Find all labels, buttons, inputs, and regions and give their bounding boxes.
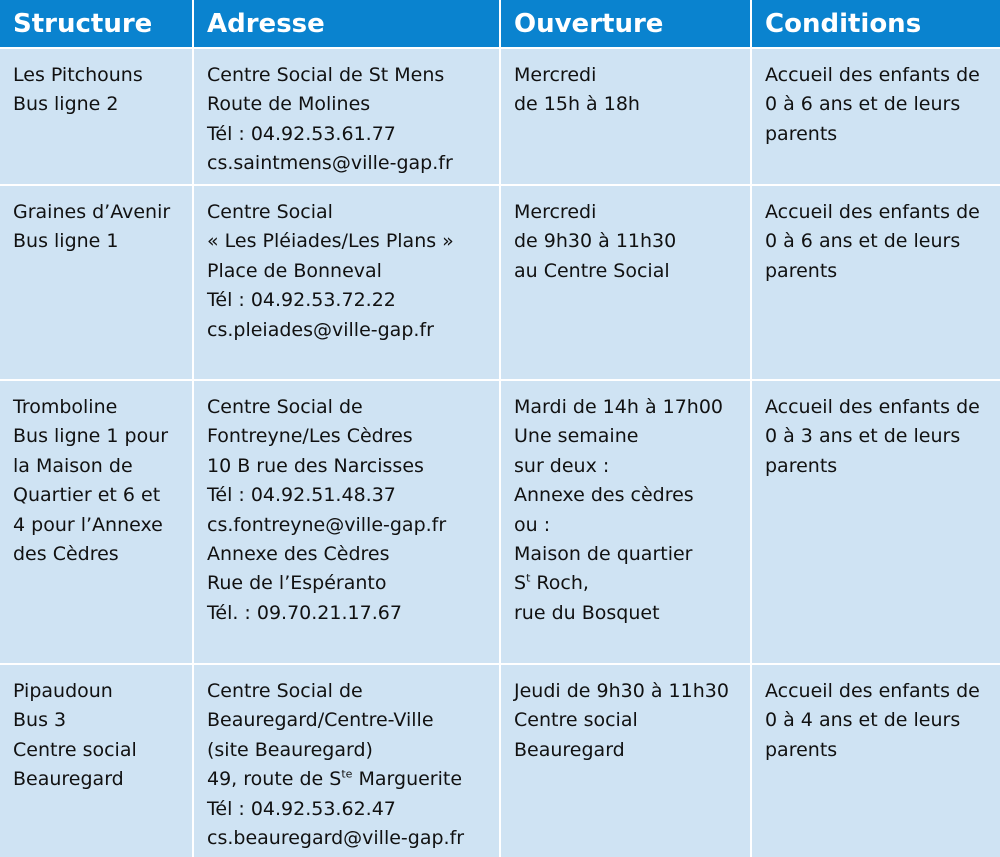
header-structure: Structure bbox=[0, 0, 193, 48]
saint-roch-line bbox=[514, 569, 744, 598]
text-line: parents bbox=[765, 122, 838, 145]
sainte-marguerite-line bbox=[207, 765, 493, 794]
text-line: Centre social bbox=[514, 709, 638, 732]
text-line: Mercredi bbox=[514, 64, 597, 86]
text-line: rue du Bosquet bbox=[514, 601, 660, 624]
sainte-prefix: 49, route de S bbox=[207, 768, 342, 791]
adresse-cell bbox=[193, 664, 500, 857]
text-line: Centre Social de St Mens bbox=[207, 64, 445, 86]
text-line: Bus ligne 1 pour bbox=[13, 425, 169, 448]
text-line: Place de Bonneval bbox=[207, 259, 382, 282]
text-line: Bus ligne 1 bbox=[13, 230, 119, 253]
text-line: (site Beauregard) bbox=[207, 738, 373, 761]
text-line: Quartier et 6 et bbox=[13, 484, 161, 507]
header-adresse: Adresse bbox=[193, 0, 500, 48]
text-line: 0 à 4 ans et de leurs bbox=[765, 709, 961, 732]
text-line: Accueil des enfants de bbox=[765, 396, 980, 418]
text-line: 0 à 6 ans et de leurs bbox=[765, 93, 961, 116]
conditions-cell bbox=[751, 185, 1000, 380]
text-line: parents bbox=[765, 259, 838, 282]
text-line: Annexe des cèdres bbox=[514, 484, 694, 507]
text-line: Tél : 04.92.53.61.77 bbox=[207, 122, 396, 145]
adresse-cell bbox=[193, 185, 500, 380]
ouverture-cell bbox=[500, 48, 751, 185]
table-row bbox=[0, 664, 1000, 857]
text-line: Centre Social de bbox=[207, 396, 363, 418]
text-line: « Les Pléiades/Les Plans » bbox=[207, 230, 454, 253]
text-line: Beauregard bbox=[13, 768, 124, 791]
saint-prefix: S bbox=[514, 572, 527, 595]
structure-cell bbox=[0, 48, 193, 185]
sainte-rest: Marguerite bbox=[352, 768, 463, 791]
text-line: Les Pitchouns bbox=[13, 64, 143, 86]
text-line: la Maison de bbox=[13, 454, 133, 477]
email-link[interactable]: cs.fontreyne@ville-gap.fr bbox=[207, 513, 447, 536]
text-line: de 9h30 à 11h30 bbox=[514, 230, 677, 253]
text-line: Mercredi bbox=[514, 201, 597, 223]
text-line: Mardi de 14h à 17h00 bbox=[514, 396, 724, 418]
table-row bbox=[0, 380, 1000, 664]
text-line: Graines d’Avenir bbox=[13, 201, 171, 223]
text-line: Route de Molines bbox=[207, 93, 371, 116]
text-line: de 15h à 18h bbox=[514, 93, 640, 116]
text-line: Centre Social de bbox=[207, 680, 363, 702]
text-line: Rue de l’Espéranto bbox=[207, 572, 387, 595]
text-line: Annexe des Cèdres bbox=[207, 543, 390, 566]
text-line: 0 à 3 ans et de leurs bbox=[765, 425, 961, 448]
text-line: Accueil des enfants de bbox=[765, 64, 980, 86]
text-line: 0 à 6 ans et de leurs bbox=[765, 230, 961, 253]
header-ouverture: Ouverture bbox=[500, 0, 751, 48]
text-line: Centre Social bbox=[207, 201, 333, 223]
text-line: Maison de quartier bbox=[514, 543, 693, 566]
text-line: parents bbox=[765, 454, 838, 477]
conditions-cell bbox=[751, 48, 1000, 185]
conditions-cell bbox=[751, 664, 1000, 857]
ouverture-cell bbox=[500, 185, 751, 380]
text-line: Fontreyne/Les Cèdres bbox=[207, 425, 413, 448]
text-line: Bus ligne 2 bbox=[13, 93, 119, 116]
text-line: Tromboline bbox=[13, 396, 118, 418]
text-line: 4 pour l’Annexe bbox=[13, 513, 163, 536]
text-line: Tél. : 09.70.21.17.67 bbox=[207, 601, 402, 624]
text-line: Jeudi de 9h30 à 11h30 bbox=[514, 680, 729, 702]
adresse-cell bbox=[193, 48, 500, 185]
text-line: 10 B rue des Narcisses bbox=[207, 454, 424, 477]
ouverture-cell bbox=[500, 664, 751, 857]
conditions-cell bbox=[751, 380, 1000, 664]
text-line: ou : bbox=[514, 513, 551, 536]
text-line: Pipaudoun bbox=[13, 680, 113, 702]
text-line: au Centre Social bbox=[514, 259, 670, 282]
header-conditions: Conditions bbox=[751, 0, 1000, 48]
email-link[interactable]: cs.beauregard@ville-gap.fr bbox=[207, 827, 465, 850]
text-line: Tél : 04.92.53.62.47 bbox=[207, 797, 396, 820]
structure-cell bbox=[0, 664, 193, 857]
text-line: sur deux : bbox=[514, 454, 610, 477]
email-link[interactable]: cs.pleiades@ville-gap.fr bbox=[207, 318, 434, 341]
text-line: Beauregard/Centre-Ville bbox=[207, 709, 434, 732]
text-line: Tél : 04.92.53.72.22 bbox=[207, 289, 396, 312]
adresse-cell bbox=[193, 380, 500, 664]
sainte-superscript: te bbox=[341, 767, 353, 781]
saint-superscript: t bbox=[526, 572, 531, 586]
email-link[interactable]: cs.saintmens@ville-gap.fr bbox=[207, 152, 453, 175]
ouverture-cell bbox=[500, 380, 751, 664]
text-line: Accueil des enfants de bbox=[765, 201, 980, 223]
table-row bbox=[0, 185, 1000, 380]
text-line: des Cèdres bbox=[13, 543, 119, 566]
structure-cell bbox=[0, 185, 193, 380]
table-row bbox=[0, 48, 1000, 185]
text-line: Une semaine bbox=[514, 425, 639, 448]
structure-cell bbox=[0, 380, 193, 664]
text-line: Beauregard bbox=[514, 738, 625, 761]
header-row bbox=[0, 0, 1000, 48]
text-line: Accueil des enfants de bbox=[765, 680, 980, 702]
text-line: Tél : 04.92.51.48.37 bbox=[207, 484, 396, 507]
saint-rest: Roch, bbox=[530, 572, 589, 595]
text-line: parents bbox=[765, 738, 838, 761]
text-line: Centre social bbox=[13, 738, 137, 761]
text-line: Bus 3 bbox=[13, 709, 67, 732]
